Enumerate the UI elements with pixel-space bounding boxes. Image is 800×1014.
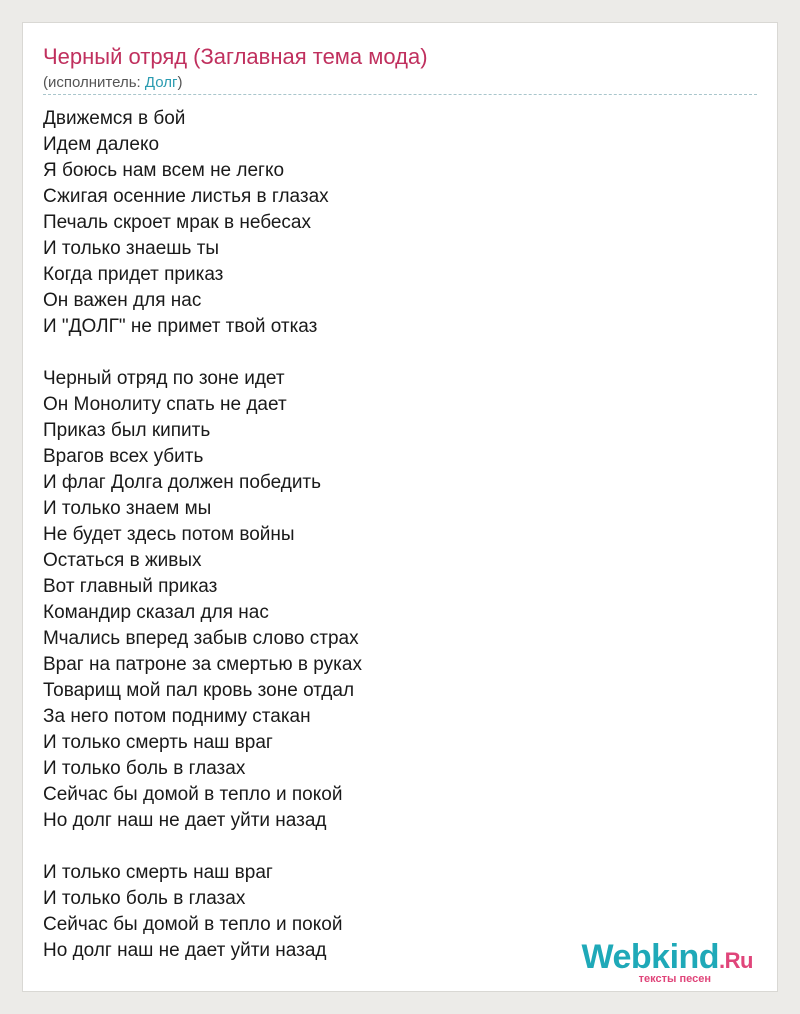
- lyric-line: И только знаем мы: [43, 498, 212, 519]
- stanza-gap: [43, 834, 362, 860]
- lyric-line: За него потом подниму стакан: [43, 706, 311, 727]
- lyric-line: И только смерть наш враг: [43, 732, 273, 753]
- lyric-line: Мчались вперед забыв слово страх: [43, 628, 359, 649]
- lyric-line: Приказ был кипить: [43, 420, 211, 441]
- lyrics-card: [22, 22, 778, 992]
- lyric-line: Сейчас бы домой в тепло и покой: [43, 784, 343, 805]
- lyric-line: Он Монолиту спать не дает: [43, 394, 287, 415]
- lyric-line: Остаться в живых: [43, 550, 202, 571]
- performer-suffix: ): [177, 74, 183, 91]
- lyric-line: Когда придет приказ: [43, 264, 224, 285]
- lyric-line: И только смерть наш враг: [43, 862, 273, 883]
- lyric-line: И флаг Долга должен победить: [43, 472, 322, 493]
- lyric-line: Сейчас бы домой в тепло и покой: [43, 914, 343, 935]
- lyric-line: Он важен для нас: [43, 290, 202, 311]
- logo-tagline: тексты песен: [638, 973, 711, 985]
- lyric-line: Врагов всех убить: [43, 446, 204, 467]
- lyric-line: И только боль в глазах: [43, 888, 246, 909]
- performer-link[interactable]: Долг: [144, 74, 178, 91]
- webkind-logo: [582, 939, 754, 985]
- lyric-line: Черный отряд по зоне идет: [43, 368, 285, 389]
- lyrics-text: [43, 106, 362, 964]
- lyric-line: Но долг наш не дает уйти назад: [43, 810, 327, 831]
- title-divider: [43, 94, 757, 95]
- lyric-line: Сжигая осенние листья в глазах: [43, 186, 329, 207]
- logo-brand: Webkind: [581, 938, 720, 976]
- lyric-line: Товарищ мой пал кровь зоне отдал: [43, 680, 355, 701]
- lyric-line: И только знаешь ты: [43, 238, 220, 259]
- performer-prefix: (исполнитель:: [43, 74, 145, 91]
- logo-tld: .Ru: [719, 948, 753, 973]
- lyric-line: Движемся в бой: [43, 108, 186, 129]
- lyric-line: Враг на патроне за смертью в руках: [43, 654, 362, 675]
- lyric-line: Командир сказал для нас: [43, 602, 269, 623]
- lyric-line: Не будет здесь потом войны: [43, 524, 295, 545]
- lyric-line: Но долг наш не дает уйти назад: [43, 940, 327, 961]
- lyric-line: Печаль скроет мрак в небесах: [43, 212, 311, 233]
- lyric-line: И только боль в глазах: [43, 758, 246, 779]
- lyric-line: Вот главный приказ: [43, 576, 218, 597]
- performer-line: [43, 74, 182, 92]
- song-title: Черный отряд (Заглавная тема мода): [43, 44, 428, 69]
- lyric-line: Идем далеко: [43, 134, 160, 155]
- lyric-line: И "ДОЛГ" не примет твой отказ: [43, 316, 318, 337]
- lyric-line: Я боюсь нам всем не легко: [43, 160, 285, 181]
- stanza-gap: [43, 340, 362, 366]
